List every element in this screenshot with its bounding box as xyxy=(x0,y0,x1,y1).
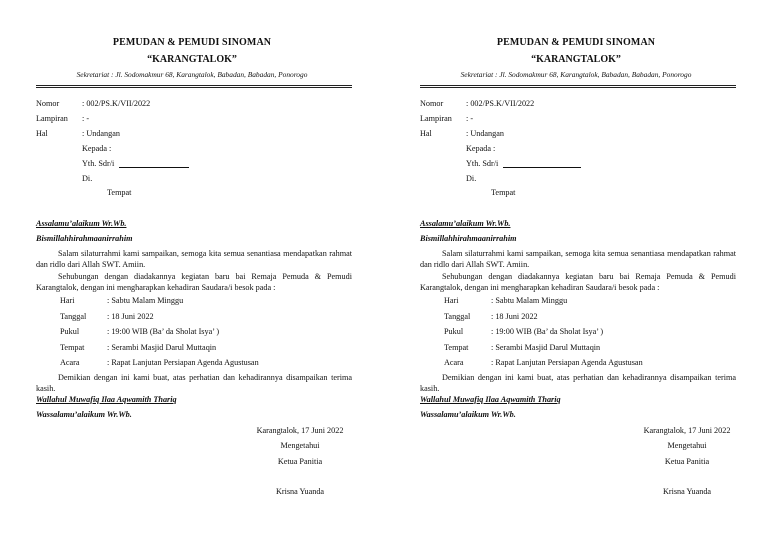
detail-label-pukul: Pukul xyxy=(444,327,464,336)
detail-label-acara: Acara xyxy=(444,358,464,367)
detail-label-tempat: Tempat xyxy=(444,343,469,352)
paragraph-3: Demikian dengan ini kami buat, atas perhatian dan kehadirannya disampaikan terima kasih. xyxy=(420,373,736,393)
detail-value-hari: : Sabtu Malam Minggu xyxy=(107,296,184,305)
lampiran-label: Lampiran xyxy=(36,114,68,123)
org-name: PEMUDAN & PEMUDI SINOMAN xyxy=(496,37,656,48)
yth-label: Yth. Sdr/i xyxy=(466,159,499,168)
place-date: Karangtalok, 17 Juni 2022 xyxy=(256,426,344,435)
nomor-value: : 002/PS.K/VII/2022 xyxy=(82,99,151,108)
hal-value: : Undangan xyxy=(466,129,504,138)
hal-value: : Undangan xyxy=(82,129,120,138)
salam-open: Assalamu’alaikum Wr.Wb. xyxy=(420,219,511,228)
tempat-label: Tempat xyxy=(107,188,132,197)
di-label: Di. xyxy=(466,174,477,183)
hal-label: Hal xyxy=(36,129,48,138)
tempat-label: Tempat xyxy=(491,188,516,197)
nomor-value: : 002/PS.K/VII/2022 xyxy=(466,99,535,108)
position-title: Ketua Panitia xyxy=(277,457,323,466)
detail-value-tanggal: : 18 Juni 2022 xyxy=(107,312,154,321)
hal-label: Hal xyxy=(420,129,432,138)
nomor-label: Nomor xyxy=(420,99,444,108)
detail-value-hari: : Sabtu Malam Minggu xyxy=(491,296,568,305)
detail-label-pukul: Pukul xyxy=(60,327,80,336)
kepada-label: Kepada : xyxy=(82,144,112,153)
paragraph-1: Salam silaturrahmi kami sampaikan, semoga kita semua senantiasa mendapatkan rahmat dan ridlo dari Allah SWT. Amiin. xyxy=(36,249,352,269)
di-label: Di. xyxy=(82,174,93,183)
org-address: Sekretariat : Jl. Sodomakmur 68, Karangtalok, Babadan, Babadan, Ponorogo xyxy=(460,70,692,79)
salam-close: Wassalamu’alaikum Wr.Wb. xyxy=(36,410,132,419)
org-subtitle: “KARANGTALOK” xyxy=(531,54,621,65)
detail-value-tempat: : Serambi Masjid Darul Muttaqin xyxy=(491,343,601,352)
detail-value-acara: : Rapat Lanjutan Persiapan Agenda Agustusan xyxy=(107,358,259,367)
detail-label-tanggal: Tanggal xyxy=(60,312,87,321)
salam-open: Assalamu’alaikum Wr.Wb. xyxy=(36,219,127,228)
letter-page-right xyxy=(384,0,768,544)
lampiran-label: Lampiran xyxy=(420,114,452,123)
mengetahui-label: Mengetahui xyxy=(280,441,320,450)
paragraph-3: Demikian dengan ini kami buat, atas perhatian dan kehadirannya disampaikan terima kasih. xyxy=(36,373,352,393)
header-divider xyxy=(36,85,352,88)
org-address: Sekretariat : Jl. Sodomakmur 68, Karangtalok, Babadan, Babadan, Ponorogo xyxy=(76,70,308,79)
recipient-blank-line xyxy=(119,167,189,168)
org-name: PEMUDAN & PEMUDI SINOMAN xyxy=(112,37,272,48)
signer-name: Krisna Yuanda xyxy=(275,487,325,496)
paragraph-1: Salam silaturrahmi kami sampaikan, semoga kita semua senantiasa mendapatkan rahmat dan ridlo dari Allah SWT. Amiin. xyxy=(420,249,736,269)
kepada-label: Kepada : xyxy=(466,144,496,153)
detail-value-pukul: : 19:00 WIB (Ba’ da Sholat Isya’ ) xyxy=(491,327,604,336)
detail-value-tanggal: : 18 Juni 2022 xyxy=(491,312,538,321)
mengetahui-label: Mengetahui xyxy=(667,441,707,450)
place-date: Karangtalok, 17 Juni 2022 xyxy=(643,426,731,435)
wallahul-line: Wallahul Muwafiq Ilaa Aqwamith Thariq xyxy=(36,395,177,404)
detail-label-hari: Hari xyxy=(444,296,459,305)
detail-value-acara: : Rapat Lanjutan Persiapan Agenda Agustusan xyxy=(491,358,643,367)
paragraph-2: Sehubungan dengan diadakannya kegiatan baru bai Remaja Pemuda & Pemudi Karangtalok, dengan ini mengharapkan kehadiran Saudara/i besok pada : xyxy=(36,272,352,292)
salam-close: Wassalamu’alaikum Wr.Wb. xyxy=(420,410,516,419)
org-subtitle: “KARANGTALOK” xyxy=(147,54,237,65)
detail-label-tanggal: Tanggal xyxy=(444,312,471,321)
wallahul-line: Wallahul Muwafiq Ilaa Aqwamith Thariq xyxy=(420,395,561,404)
paragraph-2: Sehubungan dengan diadakannya kegiatan baru bai Remaja Pemuda & Pemudi Karangtalok, dengan ini mengharapkan kehadiran Saudara/i besok pada : xyxy=(420,272,736,292)
detail-label-tempat: Tempat xyxy=(60,343,85,352)
position-title: Ketua Panitia xyxy=(664,457,710,466)
detail-label-hari: Hari xyxy=(60,296,75,305)
lampiran-value: : - xyxy=(466,114,474,123)
basmalah: Bismillahhirahmaanirrahim xyxy=(36,234,133,243)
lampiran-value: : - xyxy=(82,114,90,123)
yth-label: Yth. Sdr/i xyxy=(82,159,115,168)
basmalah: Bismillahhirahmaanirrahim xyxy=(420,234,517,243)
nomor-label: Nomor xyxy=(36,99,60,108)
detail-value-tempat: : Serambi Masjid Darul Muttaqin xyxy=(107,343,217,352)
detail-value-pukul: : 19:00 WIB (Ba’ da Sholat Isya’ ) xyxy=(107,327,220,336)
recipient-blank-line xyxy=(503,167,581,168)
signer-name: Krisna Yuanda xyxy=(662,487,712,496)
header-divider xyxy=(420,85,736,88)
detail-label-acara: Acara xyxy=(60,358,80,367)
